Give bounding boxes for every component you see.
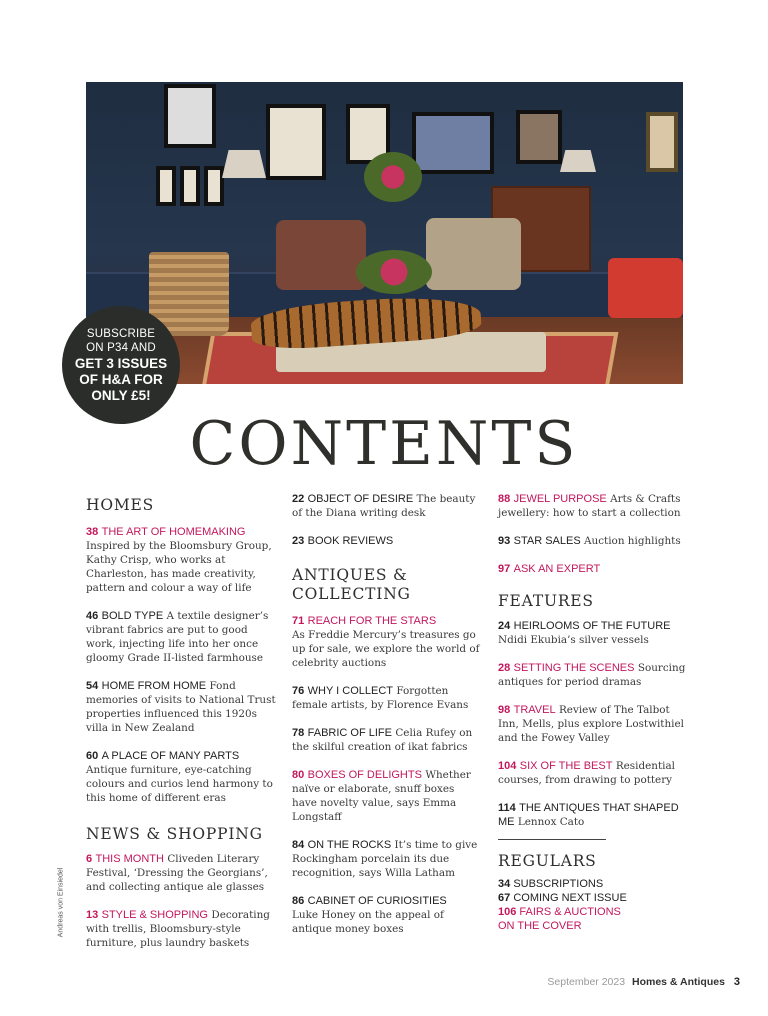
regulars-entry[interactable]: 106 FAIRS & AUCTIONS xyxy=(498,906,621,918)
page-title: CONTENTS xyxy=(189,409,579,479)
regulars-entry[interactable]: 67 COMING NEXT ISSUE xyxy=(498,892,627,904)
badge-line: ON P34 AND xyxy=(86,341,156,354)
contents-entry[interactable]: 78 FABRIC OF LIFE Celia Rufey on the skilful creation of ikat fabrics xyxy=(292,727,473,753)
page-footer xyxy=(547,976,740,988)
badge-line: OF H&A FOR xyxy=(79,371,163,387)
badge-line: ONLY £5! xyxy=(91,387,151,403)
section-heading-features: FEATURES xyxy=(498,592,594,610)
contents-entry[interactable]: 46 BOLD TYPE A textile designer’s vibrant fabrics are put to good work, injecting life into her once gloomy Grade II-listed farmhouse xyxy=(86,610,269,664)
contents-entry[interactable]: 24 HEIRLOOMS OF THE FUTURE Ndidi Ekubia’s silver vessels xyxy=(498,620,671,646)
contents-entry[interactable]: 22 OBJECT OF DESIRE The beauty of the Diana writing desk xyxy=(292,493,476,519)
contents-entry[interactable]: 13 STYLE & SHOPPING Decorating with trellis, Bloomsbury-style furniture, plus laundry baskets xyxy=(86,909,270,949)
contents-entry[interactable]: 97 ASK AN EXPERT xyxy=(498,563,601,575)
badge-line: SUBSCRIBE xyxy=(86,327,156,340)
contents-column-3 xyxy=(498,492,688,933)
section-heading-homes: HOMES xyxy=(86,496,155,514)
contents-entry[interactable]: 114 THE ANTIQUES THAT SHAPED ME Lennox Cato xyxy=(498,802,679,828)
contents-entry[interactable]: 88 JEWEL PURPOSE Arts & Crafts jewellery: how to start a collection xyxy=(498,493,681,519)
contents-entry[interactable]: 38 THE ART OF HOMEMAKING Inspired by the Bloomsbury Group, Kathy Crisp, who works at Charleston, has made creativity, pattern and colour a way of life xyxy=(86,526,272,594)
contents-entry[interactable]: 54 HOME FROM HOME Fond memories of visits to National Trust properties influenced this 1920s villa in New Zealand xyxy=(86,680,276,734)
section-heading-antiques: ANTIQUES & COLLECTING xyxy=(292,566,411,603)
photo-credit: Andreas von Einsiedel xyxy=(57,867,65,938)
divider xyxy=(498,839,606,840)
regulars-entry[interactable]: 34 SUBSCRIPTIONS xyxy=(498,878,604,890)
contents-entry[interactable]: 93 STAR SALES Auction highlights xyxy=(498,535,681,547)
contents-column-1 xyxy=(86,492,276,964)
magazine-name: Homes & Antiques xyxy=(631,976,725,988)
section-heading-regulars: REGULARS xyxy=(498,852,597,870)
contents-entry[interactable]: 71 REACH FOR THE STARS As Freddie Mercury’s treasures go up for sale, we explore the world of celebrity auctions xyxy=(292,615,480,669)
contents-entry[interactable]: 28 SETTING THE SCENES Sourcing antiques for period dramas xyxy=(498,662,686,688)
badge-line: GET 3 ISSUES xyxy=(74,355,168,371)
contents-entry[interactable]: 23 BOOK REVIEWS xyxy=(292,535,394,547)
contents-entry[interactable]: 86 CABINET OF CURIOSITIES Luke Honey on the appeal of antique money boxes xyxy=(292,895,447,935)
contents-entry[interactable]: 84 ON THE ROCKS It’s time to give Rockingham porcelain its due recognition, says Willa Latham xyxy=(292,839,478,879)
contents-entry[interactable]: 98 TRAVEL Review of The Talbot Inn, Mells, plus explore Lostwithiel and the Fowey Valley xyxy=(498,704,684,744)
contents-entry[interactable]: 60 A PLACE OF MANY PARTS Antique furniture, eye-catching colours and curios lend harmony to this home of different eras xyxy=(86,750,273,804)
section-heading-news: NEWS & SHOPPING xyxy=(86,825,263,843)
contents-entry[interactable]: 104 SIX OF THE BEST Residential courses, from drawing to pottery xyxy=(498,760,675,786)
page-number: 3 xyxy=(733,976,740,988)
hero-photo xyxy=(86,82,683,384)
contents-entry[interactable]: 80 BOXES OF DELIGHTS Whether naïve or elaborate, snuff boxes have novelty value, says Emma Longstaff xyxy=(292,769,471,823)
issue-date: September 2023 xyxy=(547,976,626,988)
contents-entry[interactable]: 76 WHY I COLLECT Forgotten female artists, by Florence Evans xyxy=(292,685,469,711)
contents-entry[interactable]: 6 THIS MONTH Cliveden Literary Festival, ‘Dressing the Georgians’, and collecting antique ale glasses xyxy=(86,853,268,893)
contents-column-2 xyxy=(292,492,482,950)
regulars-entry[interactable]: ON THE COVER xyxy=(498,920,582,932)
